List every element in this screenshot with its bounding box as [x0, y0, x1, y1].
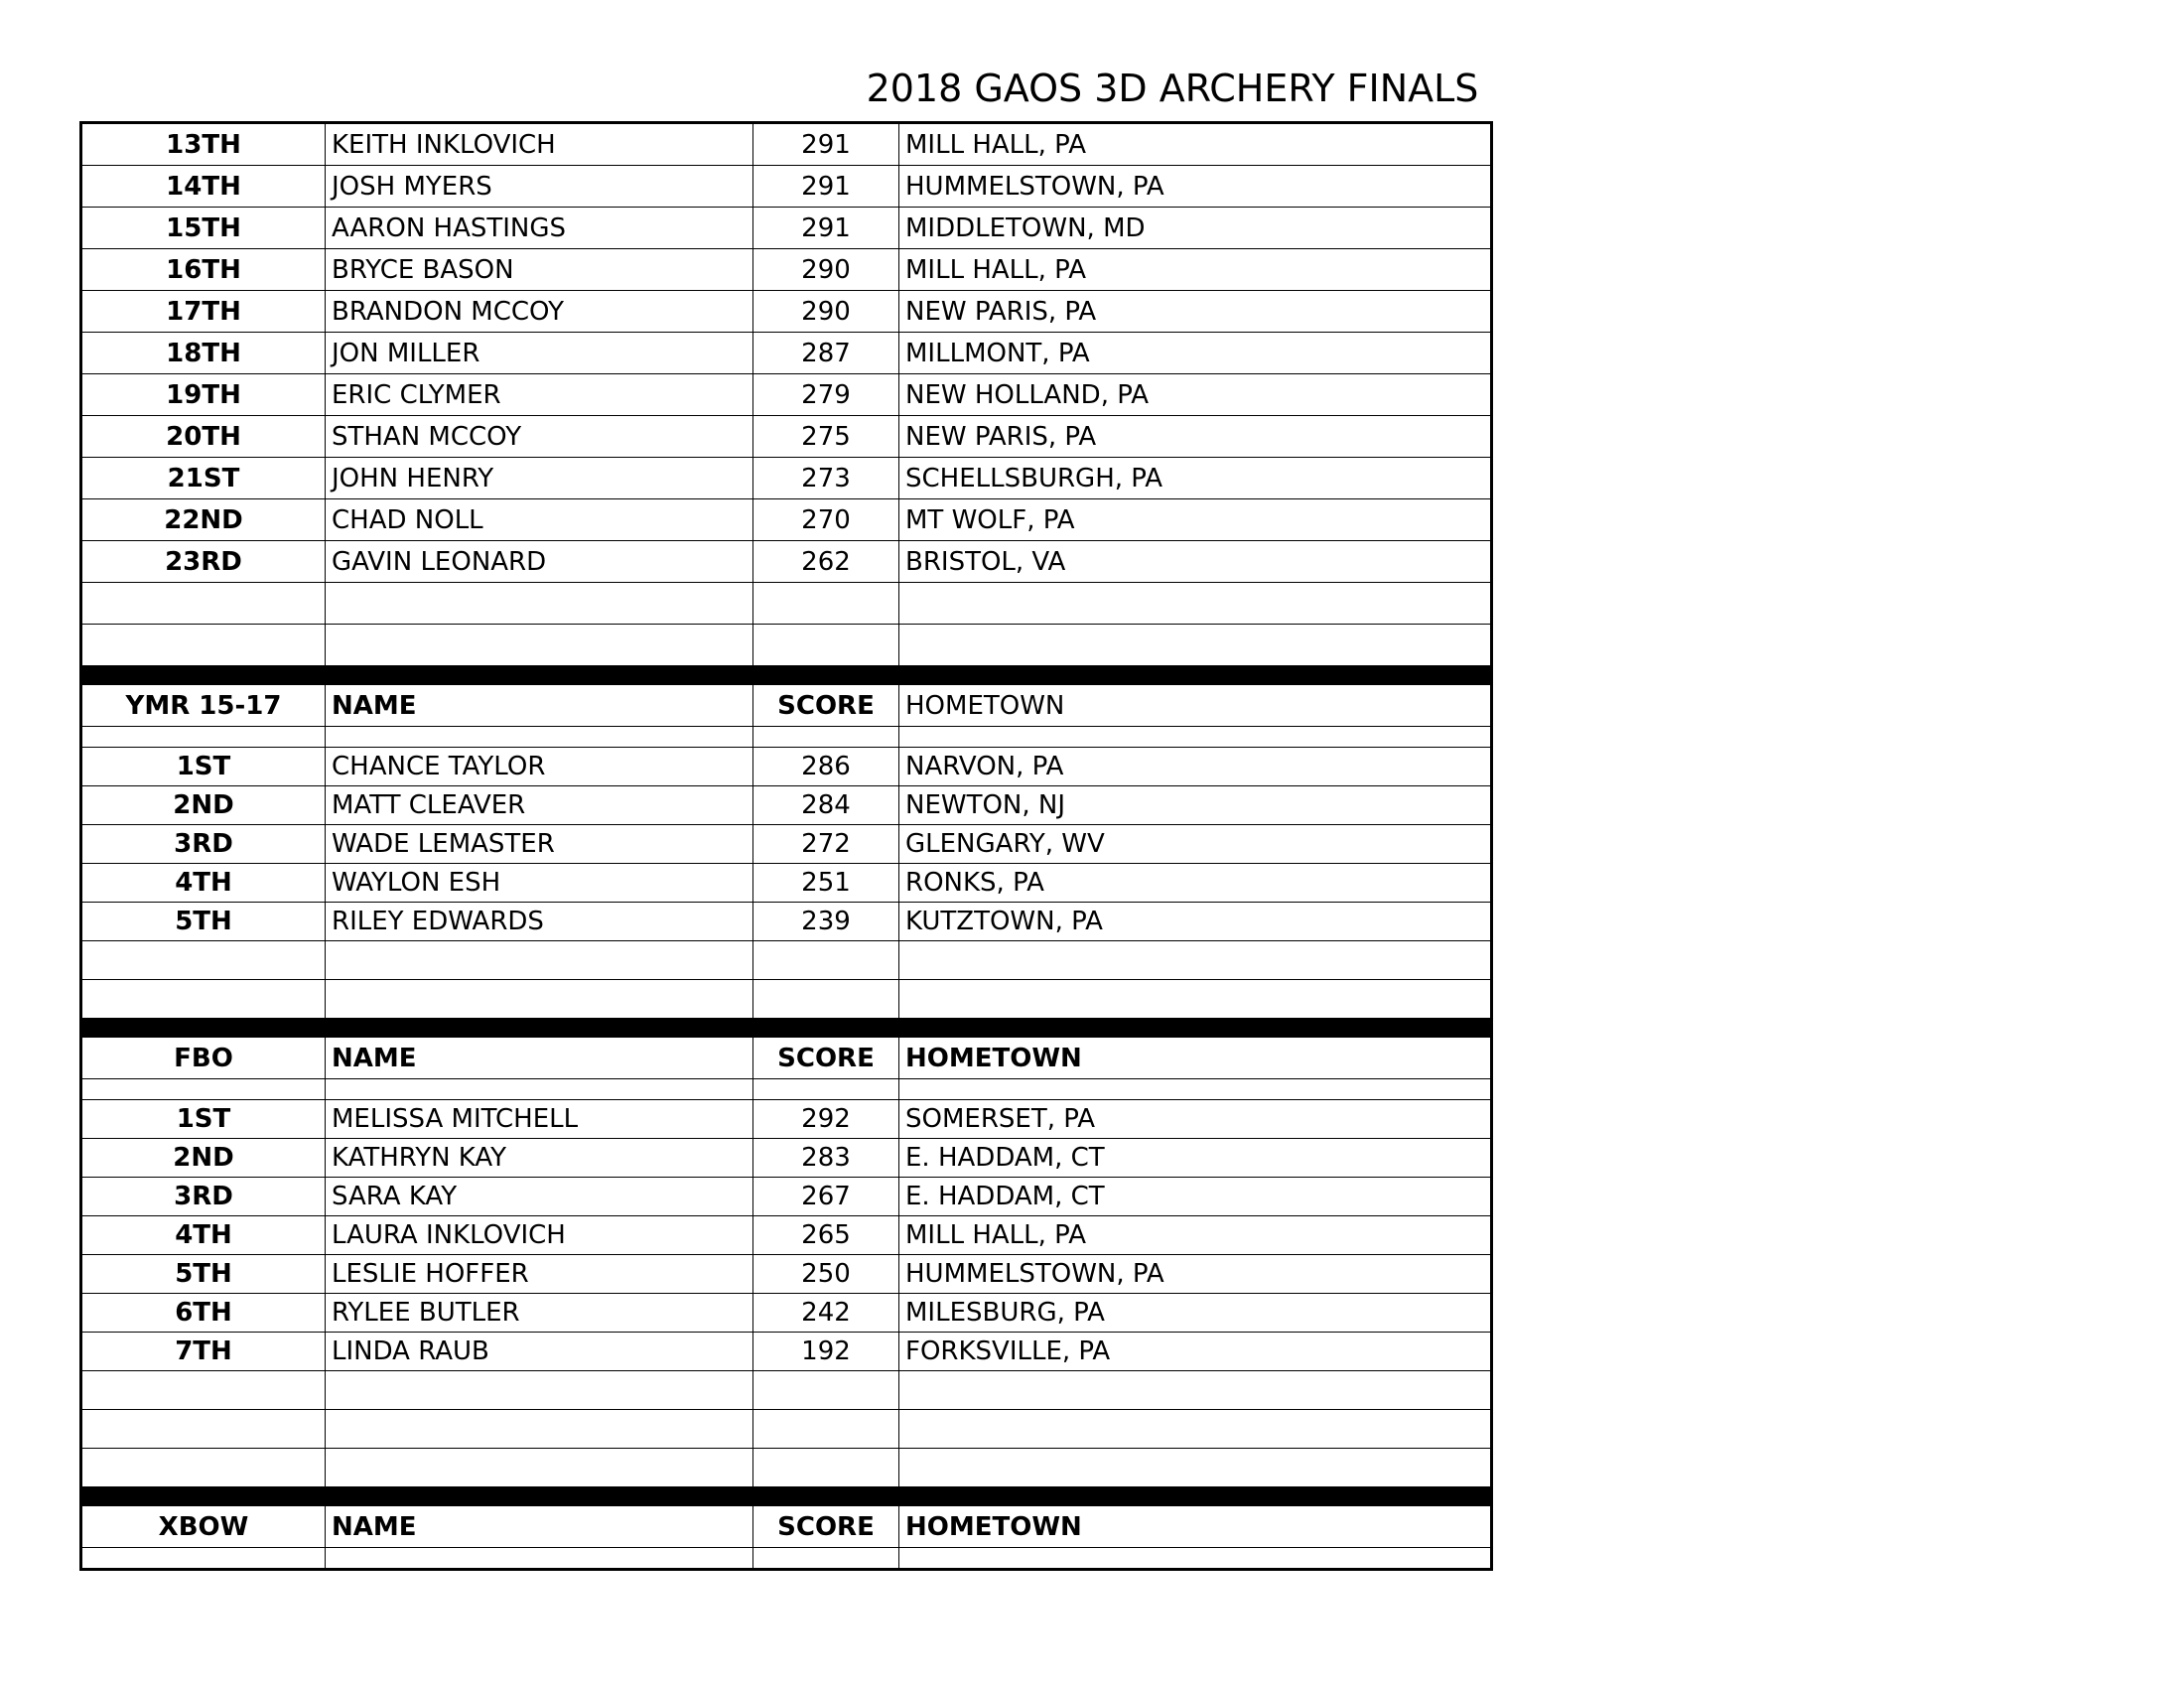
score-cell: 272 — [753, 825, 899, 864]
name-cell: GAVIN LEONARD — [326, 541, 753, 583]
table-row — [81, 249, 1492, 291]
score-cell: 286 — [753, 748, 899, 786]
name-cell: CHAD NOLL — [326, 499, 753, 541]
place-cell: 14TH — [81, 166, 326, 208]
place-cell: 23RD — [81, 541, 326, 583]
table-row — [81, 825, 1492, 864]
hometown-cell: NEW PARIS, PA — [899, 416, 1492, 458]
table-row — [81, 1294, 1492, 1333]
place-cell: 5TH — [81, 903, 326, 941]
score-cell: 291 — [753, 166, 899, 208]
hometown-cell: FORKSVILLE, PA — [899, 1333, 1492, 1371]
empty-row — [81, 1449, 1492, 1487]
score-cell: 275 — [753, 416, 899, 458]
place-cell: 6TH — [81, 1294, 326, 1333]
table-row — [81, 1255, 1492, 1294]
page-title: 2018 GAOS 3D ARCHERY FINALS — [866, 67, 1479, 110]
hometown-cell: GLENGARY, WV — [899, 825, 1492, 864]
score-cell: 284 — [753, 786, 899, 825]
empty-row — [81, 941, 1492, 980]
score-cell: 290 — [753, 249, 899, 291]
place-cell: 13TH — [81, 123, 326, 166]
name-header: NAME — [326, 1038, 753, 1079]
name-cell: LINDA RAUB — [326, 1333, 753, 1371]
score-header: SCORE — [753, 1506, 899, 1548]
table-row — [81, 166, 1492, 208]
empty-row — [81, 1371, 1492, 1410]
hometown-cell: MILL HALL, PA — [899, 1216, 1492, 1255]
place-cell: 1ST — [81, 748, 326, 786]
name-cell: RYLEE BUTLER — [326, 1294, 753, 1333]
score-cell: 291 — [753, 208, 899, 249]
category-label: FBO — [81, 1038, 326, 1079]
table-row — [81, 1139, 1492, 1178]
name-cell: LAURA INKLOVICH — [326, 1216, 753, 1255]
section-header-xbow — [81, 1506, 1492, 1548]
hometown-cell: NARVON, PA — [899, 748, 1492, 786]
table-row — [81, 333, 1492, 374]
empty-row — [81, 625, 1492, 666]
name-cell: CHANCE TAYLOR — [326, 748, 753, 786]
score-cell: 283 — [753, 1139, 899, 1178]
table-row — [81, 416, 1492, 458]
hometown-cell: MILLMONT, PA — [899, 333, 1492, 374]
name-cell: RILEY EDWARDS — [326, 903, 753, 941]
table-row — [81, 374, 1492, 416]
table-row — [81, 499, 1492, 541]
table-row — [81, 1333, 1492, 1371]
hometown-cell: BRISTOL, VA — [899, 541, 1492, 583]
section-header-fbo — [81, 1038, 1492, 1079]
score-cell: 265 — [753, 1216, 899, 1255]
table-row — [81, 458, 1492, 499]
name-header: NAME — [326, 685, 753, 727]
place-cell: 18TH — [81, 333, 326, 374]
name-cell: WADE LEMASTER — [326, 825, 753, 864]
place-cell: 3RD — [81, 825, 326, 864]
name-cell: BRANDON MCCOY — [326, 291, 753, 333]
hometown-cell: NEW PARIS, PA — [899, 291, 1492, 333]
score-cell: 262 — [753, 541, 899, 583]
hometown-cell: HUMMELSTOWN, PA — [899, 166, 1492, 208]
place-cell: 5TH — [81, 1255, 326, 1294]
empty-row — [81, 1410, 1492, 1449]
hometown-cell: HUMMELSTOWN, PA — [899, 1255, 1492, 1294]
score-header: SCORE — [753, 685, 899, 727]
section-divider — [81, 666, 1492, 685]
score-cell: 292 — [753, 1100, 899, 1139]
place-cell: 20TH — [81, 416, 326, 458]
name-cell: LESLIE HOFFER — [326, 1255, 753, 1294]
hometown-cell: NEWTON, NJ — [899, 786, 1492, 825]
hometown-header: HOMETOWN — [899, 1038, 1492, 1079]
hometown-cell: MILESBURG, PA — [899, 1294, 1492, 1333]
hometown-cell: RONKS, PA — [899, 864, 1492, 903]
name-header: NAME — [326, 1506, 753, 1548]
score-cell: 267 — [753, 1178, 899, 1216]
name-cell: SARA KAY — [326, 1178, 753, 1216]
table-row — [81, 786, 1492, 825]
table-row — [81, 1216, 1492, 1255]
empty-row — [81, 727, 1492, 748]
hometown-cell: MT WOLF, PA — [899, 499, 1492, 541]
table-row — [81, 123, 1492, 166]
table-row — [81, 208, 1492, 249]
place-cell: 17TH — [81, 291, 326, 333]
place-cell: 21ST — [81, 458, 326, 499]
score-cell: 192 — [753, 1333, 899, 1371]
place-cell: 4TH — [81, 1216, 326, 1255]
name-cell: MELISSA MITCHELL — [326, 1100, 753, 1139]
empty-row — [81, 980, 1492, 1019]
name-cell: JOSH MYERS — [326, 166, 753, 208]
results-table — [79, 121, 1493, 1571]
score-cell: 250 — [753, 1255, 899, 1294]
place-cell: 15TH — [81, 208, 326, 249]
hometown-cell: MILL HALL, PA — [899, 249, 1492, 291]
name-cell: KEITH INKLOVICH — [326, 123, 753, 166]
place-cell: 3RD — [81, 1178, 326, 1216]
place-cell: 4TH — [81, 864, 326, 903]
place-cell: 2ND — [81, 1139, 326, 1178]
name-cell: BRYCE BASON — [326, 249, 753, 291]
place-cell: 1ST — [81, 1100, 326, 1139]
section-divider — [81, 1019, 1492, 1038]
table-row — [81, 1178, 1492, 1216]
table-row — [81, 1100, 1492, 1139]
score-cell: 242 — [753, 1294, 899, 1333]
name-cell: KATHRYN KAY — [326, 1139, 753, 1178]
hometown-cell: NEW HOLLAND, PA — [899, 374, 1492, 416]
hometown-cell: SOMERSET, PA — [899, 1100, 1492, 1139]
hometown-cell: MIDDLETOWN, MD — [899, 208, 1492, 249]
hometown-cell: KUTZTOWN, PA — [899, 903, 1492, 941]
table-row — [81, 748, 1492, 786]
table-row — [81, 541, 1492, 583]
name-cell: MATT CLEAVER — [326, 786, 753, 825]
name-cell: STHAN MCCOY — [326, 416, 753, 458]
hometown-cell: MILL HALL, PA — [899, 123, 1492, 166]
hometown-cell: E. HADDAM, CT — [899, 1139, 1492, 1178]
hometown-cell: SCHELLSBURGH, PA — [899, 458, 1492, 499]
table-row — [81, 291, 1492, 333]
score-cell: 239 — [753, 903, 899, 941]
score-cell: 270 — [753, 499, 899, 541]
section-divider — [81, 1487, 1492, 1506]
name-cell: ERIC CLYMER — [326, 374, 753, 416]
section-header-ymr — [81, 685, 1492, 727]
empty-row — [81, 1548, 1492, 1570]
category-label: YMR 15-17 — [81, 685, 326, 727]
score-cell: 290 — [753, 291, 899, 333]
score-header: SCORE — [753, 1038, 899, 1079]
place-cell: 7TH — [81, 1333, 326, 1371]
hometown-header: HOMETOWN — [899, 685, 1492, 727]
place-cell: 19TH — [81, 374, 326, 416]
score-cell: 279 — [753, 374, 899, 416]
place-cell: 16TH — [81, 249, 326, 291]
name-cell: WAYLON ESH — [326, 864, 753, 903]
score-cell: 273 — [753, 458, 899, 499]
name-cell: AARON HASTINGS — [326, 208, 753, 249]
hometown-cell: E. HADDAM, CT — [899, 1178, 1492, 1216]
name-cell: JOHN HENRY — [326, 458, 753, 499]
hometown-header: HOMETOWN — [899, 1506, 1492, 1548]
score-cell: 291 — [753, 123, 899, 166]
score-cell: 251 — [753, 864, 899, 903]
place-cell: 2ND — [81, 786, 326, 825]
name-cell: JON MILLER — [326, 333, 753, 374]
table-row — [81, 864, 1492, 903]
table-row — [81, 903, 1492, 941]
place-cell: 22ND — [81, 499, 326, 541]
empty-row — [81, 583, 1492, 625]
category-label: XBOW — [81, 1506, 326, 1548]
score-cell: 287 — [753, 333, 899, 374]
empty-row — [81, 1079, 1492, 1100]
